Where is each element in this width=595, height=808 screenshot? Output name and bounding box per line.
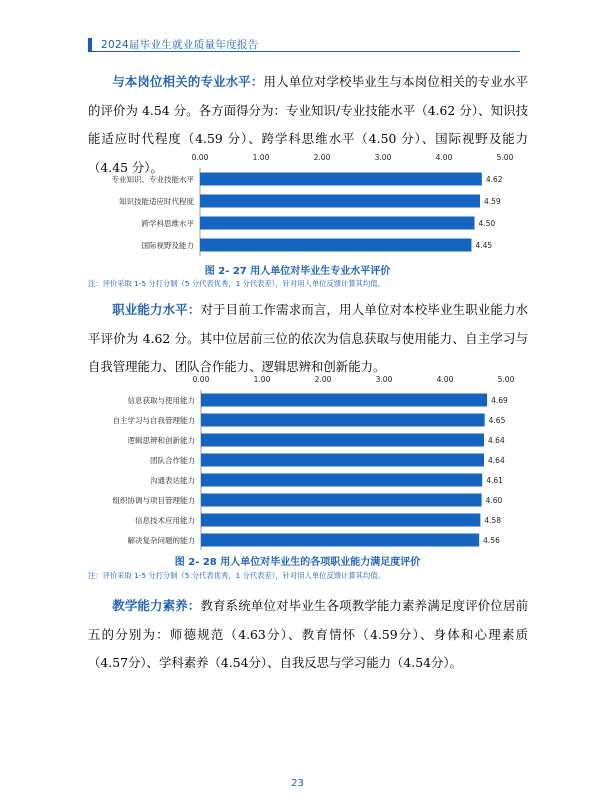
paragraph-text: 教育系统单位对毕业生各项教学能力素养满足度评价位居前五的分别为：师德规范（4.63分）、教育情怀（4.59分）、身体和心理素质（4.57分）、学科素养（4.54分）、自我反思与学习能力（4.54分）。 (88, 598, 529, 670)
bar (200, 217, 475, 230)
paragraph-keyword: 与本岗位相关的专业水平： (112, 74, 264, 89)
data-label: 4.69 (491, 396, 508, 405)
header-accent-bar (88, 38, 92, 52)
figure-caption: 图 2- 28 用人单位对毕业生的各项职业能力满足度评价 (174, 557, 421, 568)
data-label: 4.50 (478, 219, 496, 228)
category-label: 自主学习与自我管理能力 (112, 416, 195, 425)
data-label: 4.60 (485, 496, 503, 505)
data-label: 4.64 (488, 436, 505, 445)
header-title: 2024届毕业生就业质量年度报告 (101, 39, 259, 51)
bar (201, 514, 480, 527)
x-tick-label: 0.00 (191, 153, 209, 162)
bar (200, 195, 480, 208)
category-label: 信息技术应用能力 (135, 516, 195, 525)
vocational-ability-bar-chart (0, 370, 595, 550)
paragraph-vocational-ability (88, 296, 528, 382)
figure-caption: 图 2- 27 用人单位对毕业生专业水平评价 (204, 266, 391, 277)
paragraph-keyword: 职业能力水平： (112, 302, 201, 317)
bar (201, 414, 485, 427)
bar (201, 394, 487, 407)
bar (201, 434, 484, 447)
bar (201, 534, 479, 547)
category-label: 专业知识、专业技能水平 (111, 175, 194, 184)
category-label: 逻辑思辨和创新能力 (127, 436, 195, 445)
x-tick-label: 1.00 (253, 375, 271, 384)
category-label: 沟通表达能力 (150, 476, 195, 485)
data-label: 4.64 (488, 456, 505, 465)
x-tick-label: 4.00 (436, 375, 454, 384)
data-label: 4.56 (483, 536, 500, 545)
bar (200, 173, 482, 186)
x-tick-label: 2.00 (313, 153, 331, 162)
figure-note: 注：评价采取 1-5 分打分制（5 分代表优秀，1 分代表差），针对用人单位反馈计算其均值。 (88, 279, 385, 288)
bar (200, 239, 471, 252)
paragraph-text: 用人单位对学校毕业生与本岗位相关的专业水平的评价为 4.54 分。各方面得分为：专业知识/专业技能水平（4.62 分）、知识技能适应时代程度（4.59 分）、跨学科思维水平（4.50 分）、国际视野及能力（4.45 分）。 (88, 74, 529, 175)
x-tick-label: 0.00 (192, 375, 210, 384)
x-tick-label: 2.00 (314, 375, 332, 384)
data-label: 4.61 (486, 476, 503, 485)
x-tick-label: 5.00 (497, 375, 515, 384)
data-label: 4.59 (483, 197, 501, 206)
figure-note: 注：评价采取 1-5 分打分制（5 分代表优秀，1 分代表差），针对用人单位反馈计算其均值。 (88, 571, 385, 580)
paragraph-teaching-competence (88, 592, 528, 678)
x-tick-label: 3.00 (375, 375, 393, 384)
category-label: 组织协调与项目管理能力 (112, 496, 195, 505)
bar (201, 454, 484, 467)
x-tick-label: 3.00 (374, 153, 392, 162)
data-label: 4.45 (475, 241, 493, 250)
category-label: 国际视野及能力 (141, 241, 194, 250)
bar (201, 494, 482, 507)
data-label: 4.65 (488, 416, 506, 425)
data-label: 4.58 (484, 516, 502, 525)
x-tick-label: 5.00 (496, 153, 514, 162)
data-label: 4.62 (485, 175, 503, 184)
bar (201, 474, 482, 487)
category-label: 团队合作能力 (150, 456, 195, 465)
paragraph-keyword: 教学能力素养： (112, 598, 201, 613)
category-label: 解决复杂问题的能力 (127, 536, 195, 545)
x-tick-label: 1.00 (252, 153, 270, 162)
category-label: 信息获取与使用能力 (127, 396, 195, 405)
header-rule (88, 51, 520, 52)
paragraph-text: 对于目前工作需求而言，用人单位对本校毕业生职业能力水平评价为 4.62 分。其中位居前三位的依次为信息获取与使用能力、自主学习与自我管理能力、团队合作能力、逻辑思辨和创新能力。 (88, 302, 529, 374)
x-tick-label: 4.00 (435, 153, 453, 162)
category-label: 知识技能适应时代程度 (119, 197, 194, 206)
category-label: 跨学科思维水平 (141, 219, 194, 228)
page-number: 23 (291, 778, 304, 789)
professional-level-bar-chart (0, 148, 595, 258)
